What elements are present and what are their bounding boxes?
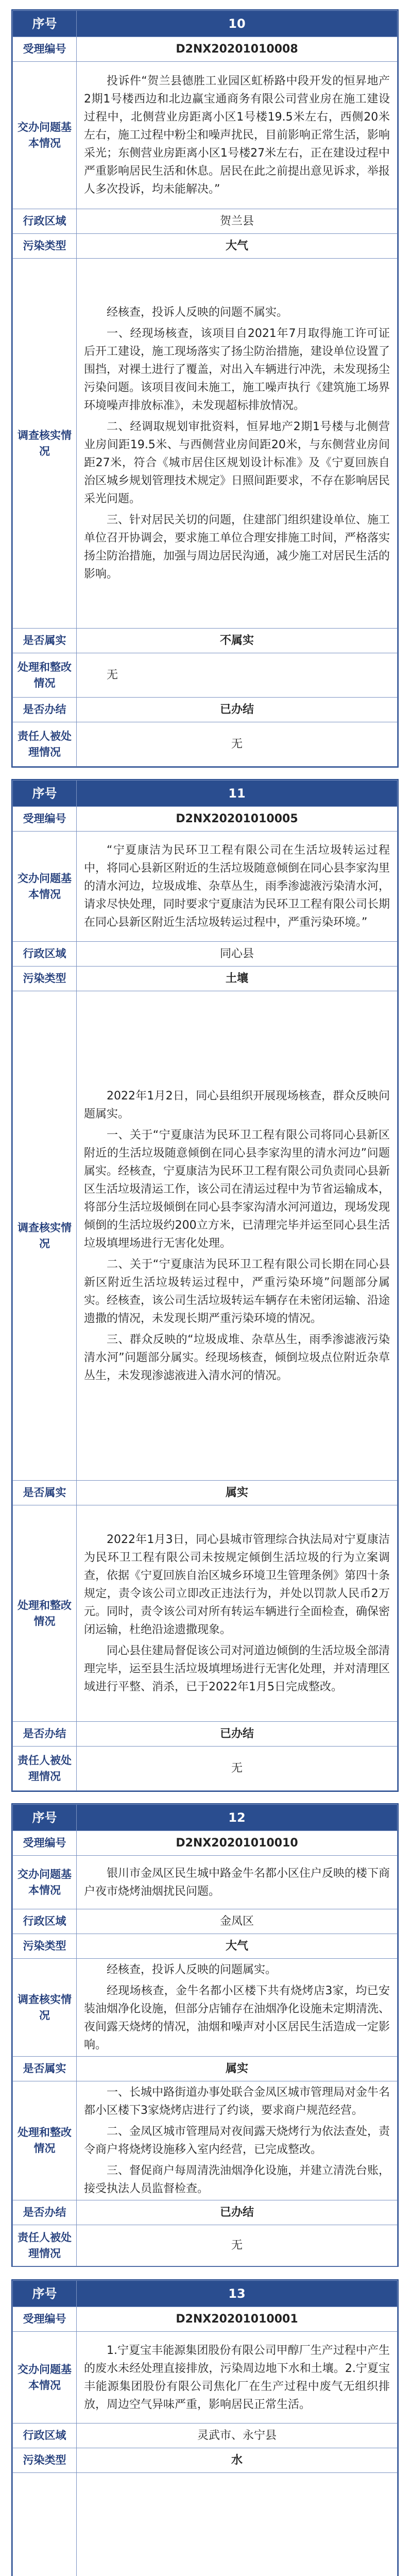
- status-value: 已办结: [77, 1722, 398, 1747]
- seq-value: 11: [77, 781, 398, 807]
- seq-label: 序号: [13, 2281, 77, 2307]
- seq-value: 12: [77, 1805, 398, 1831]
- code-value: D2NX20201010001: [77, 2307, 398, 2332]
- code-value: D2NX20201010010: [77, 1831, 398, 1856]
- code-value: D2NX20201010005: [77, 807, 398, 832]
- attribute-label: 是否属实: [13, 1481, 77, 1505]
- pollution-label: 污染类型: [13, 1934, 77, 1959]
- case-table: [12, 1804, 398, 2266]
- status-value: 已办结: [77, 2200, 398, 2225]
- handling-text: 一、长城中路街道办事处联合金凤区城市管理局对金牛名都小区楼下3家烧烤店进行了约谈，要求商户规范经营。 二、金凤区城市管理局对夜间露天烧烤行为依法查处，责令商户将烧烤设施移入室内经营，已完成整改。 三、督促商户每周清洗油烟净化设施，并建立清洗台账，接受执法人员监督检查。: [77, 2081, 398, 2200]
- status-label: 是否办结: [13, 698, 77, 722]
- code-label: 受理编号: [13, 807, 77, 832]
- verify-text: [77, 2473, 398, 2576]
- basic-text: 1.宁夏宝丰能源集团股份有限公司甲醇厂生产过程中产生的废水未经处理直接排放，污染周边地下水和土壤。2.宁夏宝丰能源集团股份有限公司焦化厂在生产过程中废气无组织排放，周边空气异味严重，影响居民正常生活。: [77, 2332, 398, 2424]
- verify-label: 调查核实情况: [13, 1959, 77, 2057]
- attribute-label: 是否属实: [13, 629, 77, 653]
- verify-text: 经核查，投诉人反映的问题不属实。 一、经现场核查，该项目自2021年7月取得施工许可证后开工建设，施工现场落实了扬尘防治措施，建设单位设置了围挡，对裸土进行了覆盖，对出入车辆进行冲洗，未发现扬尘污染问题。该项目夜间未施工，施工噪声执行《建筑施工场界环境噪声排放标准》，未发现超标排放情况。 二、经调取规划审批资料，恒昇地产2期1号楼与北侧营业房间距19.5米、与西侧营业房间距20米，与东侧营业房间距27米，符合《城市居住区规划设计标准》及《宁夏回族自治区城乡规划管理技术规定》日照间距要求，不存在影响居民采光问题。 三、针对居民关切的问题，住建部门组织建设单位、施工单位召开协调会，要求施工单位合理安排施工时间，严格落实扬尘防治措施，加强与周边居民沟通，减少施工对居民生活的影响。: [77, 259, 398, 629]
- pollution-value: 大气: [77, 234, 398, 259]
- status-value: 已办结: [77, 698, 398, 722]
- attribute-value: 不属实: [77, 629, 398, 653]
- code-label: 受理编号: [13, 37, 77, 62]
- basic-text: 银川市金凤区民生城中路金牛名都小区住户反映的楼下商户夜市烧烤油烟扰民问题。: [77, 1856, 398, 1909]
- handling-text: 无: [77, 653, 398, 698]
- handling-text: 2022年1月3日，同心县城市管理综合执法局对宁夏康洁为民环卫工程有限公司未按规定倾倒生活垃圾的行为立案调查，依据《宁夏回族自治区城乡环境卫生管理条例》第四十条规定，责令该公司立即改正违法行为，并处以罚款人民币2万元。同时，责令该公司对所有转运车辆进行全面检查，确保密闭运输，杜绝沿途遗撒现象。 同心县住建局督促该公司对河道边倾倒的生活垃圾全部清理完毕，运至县生活垃圾填埋场进行无害化处理，并对清理区域进行平整、消杀，已于2022年1月5日完成整改。: [77, 1505, 398, 1722]
- handling-label: 处理和整改情况: [13, 1505, 77, 1722]
- seq-label: 序号: [13, 781, 77, 807]
- code-label: 受理编号: [13, 1831, 77, 1856]
- account-label: 责任人被处理情况: [13, 2225, 77, 2266]
- region-label: 行政区域: [13, 1909, 77, 1934]
- attribute-value: 属实: [77, 2057, 398, 2081]
- basic-label: 交办问题基本情况: [13, 2332, 77, 2424]
- account-value: 无: [77, 2225, 398, 2266]
- region-value: 金凤区: [77, 1909, 398, 1934]
- handling-label: 处理和整改情况: [13, 653, 77, 698]
- verify-text: 2022年1月2日，同心县组织开展现场核查，群众反映问题属实。 一、关于“宁夏康洁为民环卫工程有限公司将同心县新区附近的生活垃圾随意倾倒在同心县李家沟里的清水河边”问题属实。经核查，宁夏康洁为民环卫工程有限公司负责同心县新区生活垃圾清运工作，该公司在清运过程中为节省运输成本，将部分生活垃圾倾倒在同心县李家沟清水河河道边，现场发现倾倒的生活垃圾约200立方米，已清理完毕并运至同心县生活垃圾填埋场进行无害化处理。 二、关于“宁夏康洁为民环卫工程有限公司长期在同心县新区附近生活垃圾转运过程中，严重污染环境”问题部分属实。经核查，该公司生活垃圾转运车辆存在未密闭运输、沿途遗撒的情况，未发现长期严重污染环境的情况。 三、群众反映的“垃圾成堆、杂草丛生，雨季渗滤液污染清水河”问题部分属实。经现场核查，倾倒垃圾点位附近杂草丛生，未发现渗滤液进入清水河的情况。: [77, 991, 398, 1481]
- handling-label: 处理和整改情况: [13, 2081, 77, 2200]
- attribute-label: 是否属实: [13, 2057, 77, 2081]
- status-label: 是否办结: [13, 2200, 77, 2225]
- basic-text: “宁夏康洁为民环卫工程有限公司在生活垃圾转运过程中，将同心县新区附近的生活垃圾随意倾倒在同心县李家沟里的清水河边，垃圾成堆、杂草丛生，雨季渗滤液污染清水河，请求尽快处理，同时要求宁夏康洁为民环卫工程有限公司长期在同心县新区附近生活垃圾转运过程中，严重污染环境。”: [77, 832, 398, 942]
- region-label: 行政区域: [13, 209, 77, 234]
- basic-label: 交办问题基本情况: [13, 1856, 77, 1909]
- seq-label: 序号: [13, 1805, 77, 1831]
- case-card-12: [11, 1803, 399, 2267]
- seq-value: 10: [77, 11, 398, 37]
- region-label: 行政区域: [13, 2424, 77, 2448]
- basic-text: 投诉件“贺兰县德胜工业园区虹桥路中段开发的恒昇地产2期1号楼西边和北边赢宝通商务有限公司营业房在施工建设过程中，北侧营业房距离小区1号楼19.5米左右，西侧20米左右，施工过程中粉尘和噪声扰民，目前影响正常生活，影响采光；东侧营业房距离小区1号楼27米左右，正在建设过程中严重影响居民生活和休息。居民在此之前提出意见诉求，举报人多次投诉，均未能解决。”: [77, 62, 398, 209]
- pollution-label: 污染类型: [13, 234, 77, 259]
- case-card-10: [11, 9, 399, 768]
- status-label: 是否办结: [13, 1722, 77, 1747]
- pollution-value: 水: [77, 2448, 398, 2473]
- code-value: D2NX20201010008: [77, 37, 398, 62]
- region-value: 灵武市、永宁县: [77, 2424, 398, 2448]
- pollution-label: 污染类型: [13, 2448, 77, 2473]
- case-table: [12, 10, 398, 767]
- attribute-value: 属实: [77, 1481, 398, 1505]
- pollution-value: 大气: [77, 1934, 398, 1959]
- case-table: [12, 780, 398, 1791]
- region-value: 同心县: [77, 942, 398, 967]
- verify-text: 经核查，投诉人反映的问题属实。 经现场核查，金牛名都小区楼下共有烧烤店3家，均已安装油烟净化设施，但部分店铺存在油烟净化设施未定期清洗、夜间露天烧烤的情况，油烟和噪声对小区居民生活造成一定影响。: [77, 1959, 398, 2057]
- pollution-label: 污染类型: [13, 967, 77, 991]
- seq-value: 13: [77, 2281, 398, 2307]
- account-value: 无: [77, 1747, 398, 1791]
- case-card-11: [11, 779, 399, 1792]
- pollution-value: 土壤: [77, 967, 398, 991]
- basic-label: 交办问题基本情况: [13, 832, 77, 942]
- case-card-13: [11, 2279, 399, 2576]
- code-label: 受理编号: [13, 2307, 77, 2332]
- account-value: 无: [77, 722, 398, 767]
- verify-label: [13, 2473, 77, 2576]
- verify-label: 调查核实情况: [13, 259, 77, 629]
- account-label: 责任人被处理情况: [13, 1747, 77, 1791]
- region-value: 贺兰县: [77, 209, 398, 234]
- basic-label: 交办问题基本情况: [13, 62, 77, 209]
- region-label: 行政区域: [13, 942, 77, 967]
- seq-label: 序号: [13, 11, 77, 37]
- verify-label: 调查核实情况: [13, 991, 77, 1481]
- account-label: 责任人被处理情况: [13, 722, 77, 767]
- case-table: [12, 2280, 398, 2576]
